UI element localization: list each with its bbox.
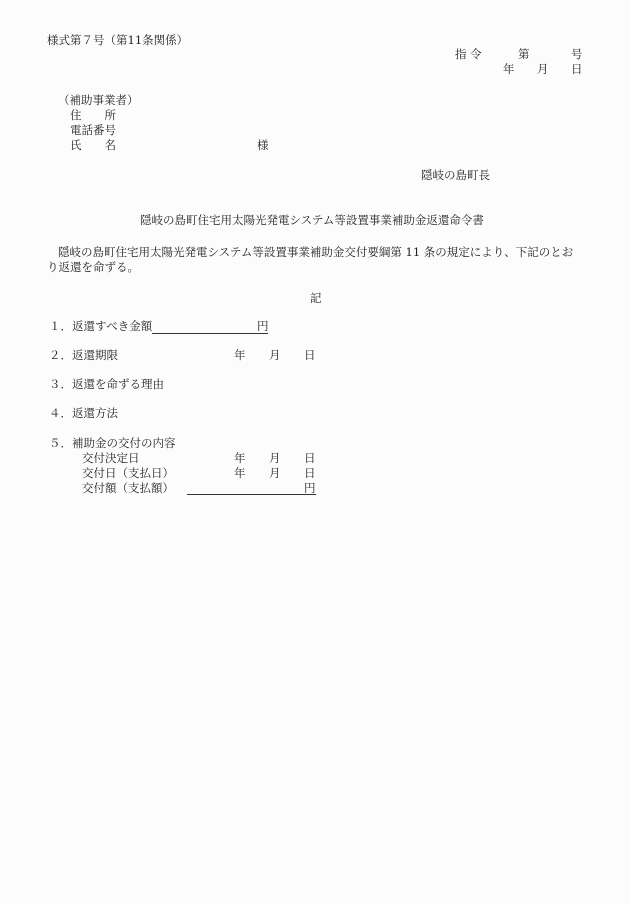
body-line-1: 隠岐の島町住宅用太陽光発電システム等設置事業補助金交付要綱第 11 条の規定により、下記のとお xyxy=(58,245,574,259)
form-label: 様式第７号（第11条関係） xyxy=(47,33,189,47)
address-label: 住 所 xyxy=(70,108,116,122)
number-suffix: 号 xyxy=(571,47,583,61)
order-label: 指 令 xyxy=(455,47,482,61)
date-day: 日 xyxy=(571,62,583,76)
detail-day: 日 xyxy=(304,451,316,465)
detail-year: 年 xyxy=(234,466,246,480)
issuer: 隠岐の島町長 xyxy=(421,168,490,182)
document-title: 隠岐の島町住宅用太陽光発電システム等設置事業補助金返還命令書 xyxy=(140,213,484,227)
item-refund-reason: ３．返還を命ずる理由 xyxy=(49,377,164,391)
amount-unit: 円 xyxy=(257,319,269,333)
honorific: 様 xyxy=(257,138,269,152)
detail-month: 月 xyxy=(269,451,281,465)
detail-month: 月 xyxy=(269,466,281,480)
note-label: 記 xyxy=(310,291,322,305)
item-grant-details: ５．補助金の交付の内容 xyxy=(49,436,176,450)
deadline-day: 日 xyxy=(304,348,316,362)
detail-day: 日 xyxy=(304,466,316,480)
deadline-month: 月 xyxy=(269,348,281,362)
item-label: ２．返還期限 xyxy=(49,348,118,362)
detail-year: 年 xyxy=(234,451,246,465)
body-line-2: り返還を命ずる。 xyxy=(47,260,139,274)
item-label: １．返還すべき金額 xyxy=(49,319,153,333)
grant-amount-underline xyxy=(187,494,316,495)
name-label: 氏 名 xyxy=(70,138,116,152)
detail-label: 交付決定日 xyxy=(82,451,140,465)
number-prefix: 第 xyxy=(518,47,530,61)
date-month: 月 xyxy=(537,62,549,76)
deadline-year: 年 xyxy=(234,348,246,362)
recipient-group-label: （補助事業者） xyxy=(58,93,139,107)
detail-label: 交付日（支払日） xyxy=(82,466,174,480)
phone-label: 電話番号 xyxy=(70,123,116,137)
date-year: 年 xyxy=(503,62,515,76)
amount-underline xyxy=(152,333,268,334)
detail-label: 交付額（支払額） xyxy=(82,481,174,495)
item-refund-method: ４．返還方法 xyxy=(49,406,118,420)
detail-unit: 円 xyxy=(304,481,316,495)
